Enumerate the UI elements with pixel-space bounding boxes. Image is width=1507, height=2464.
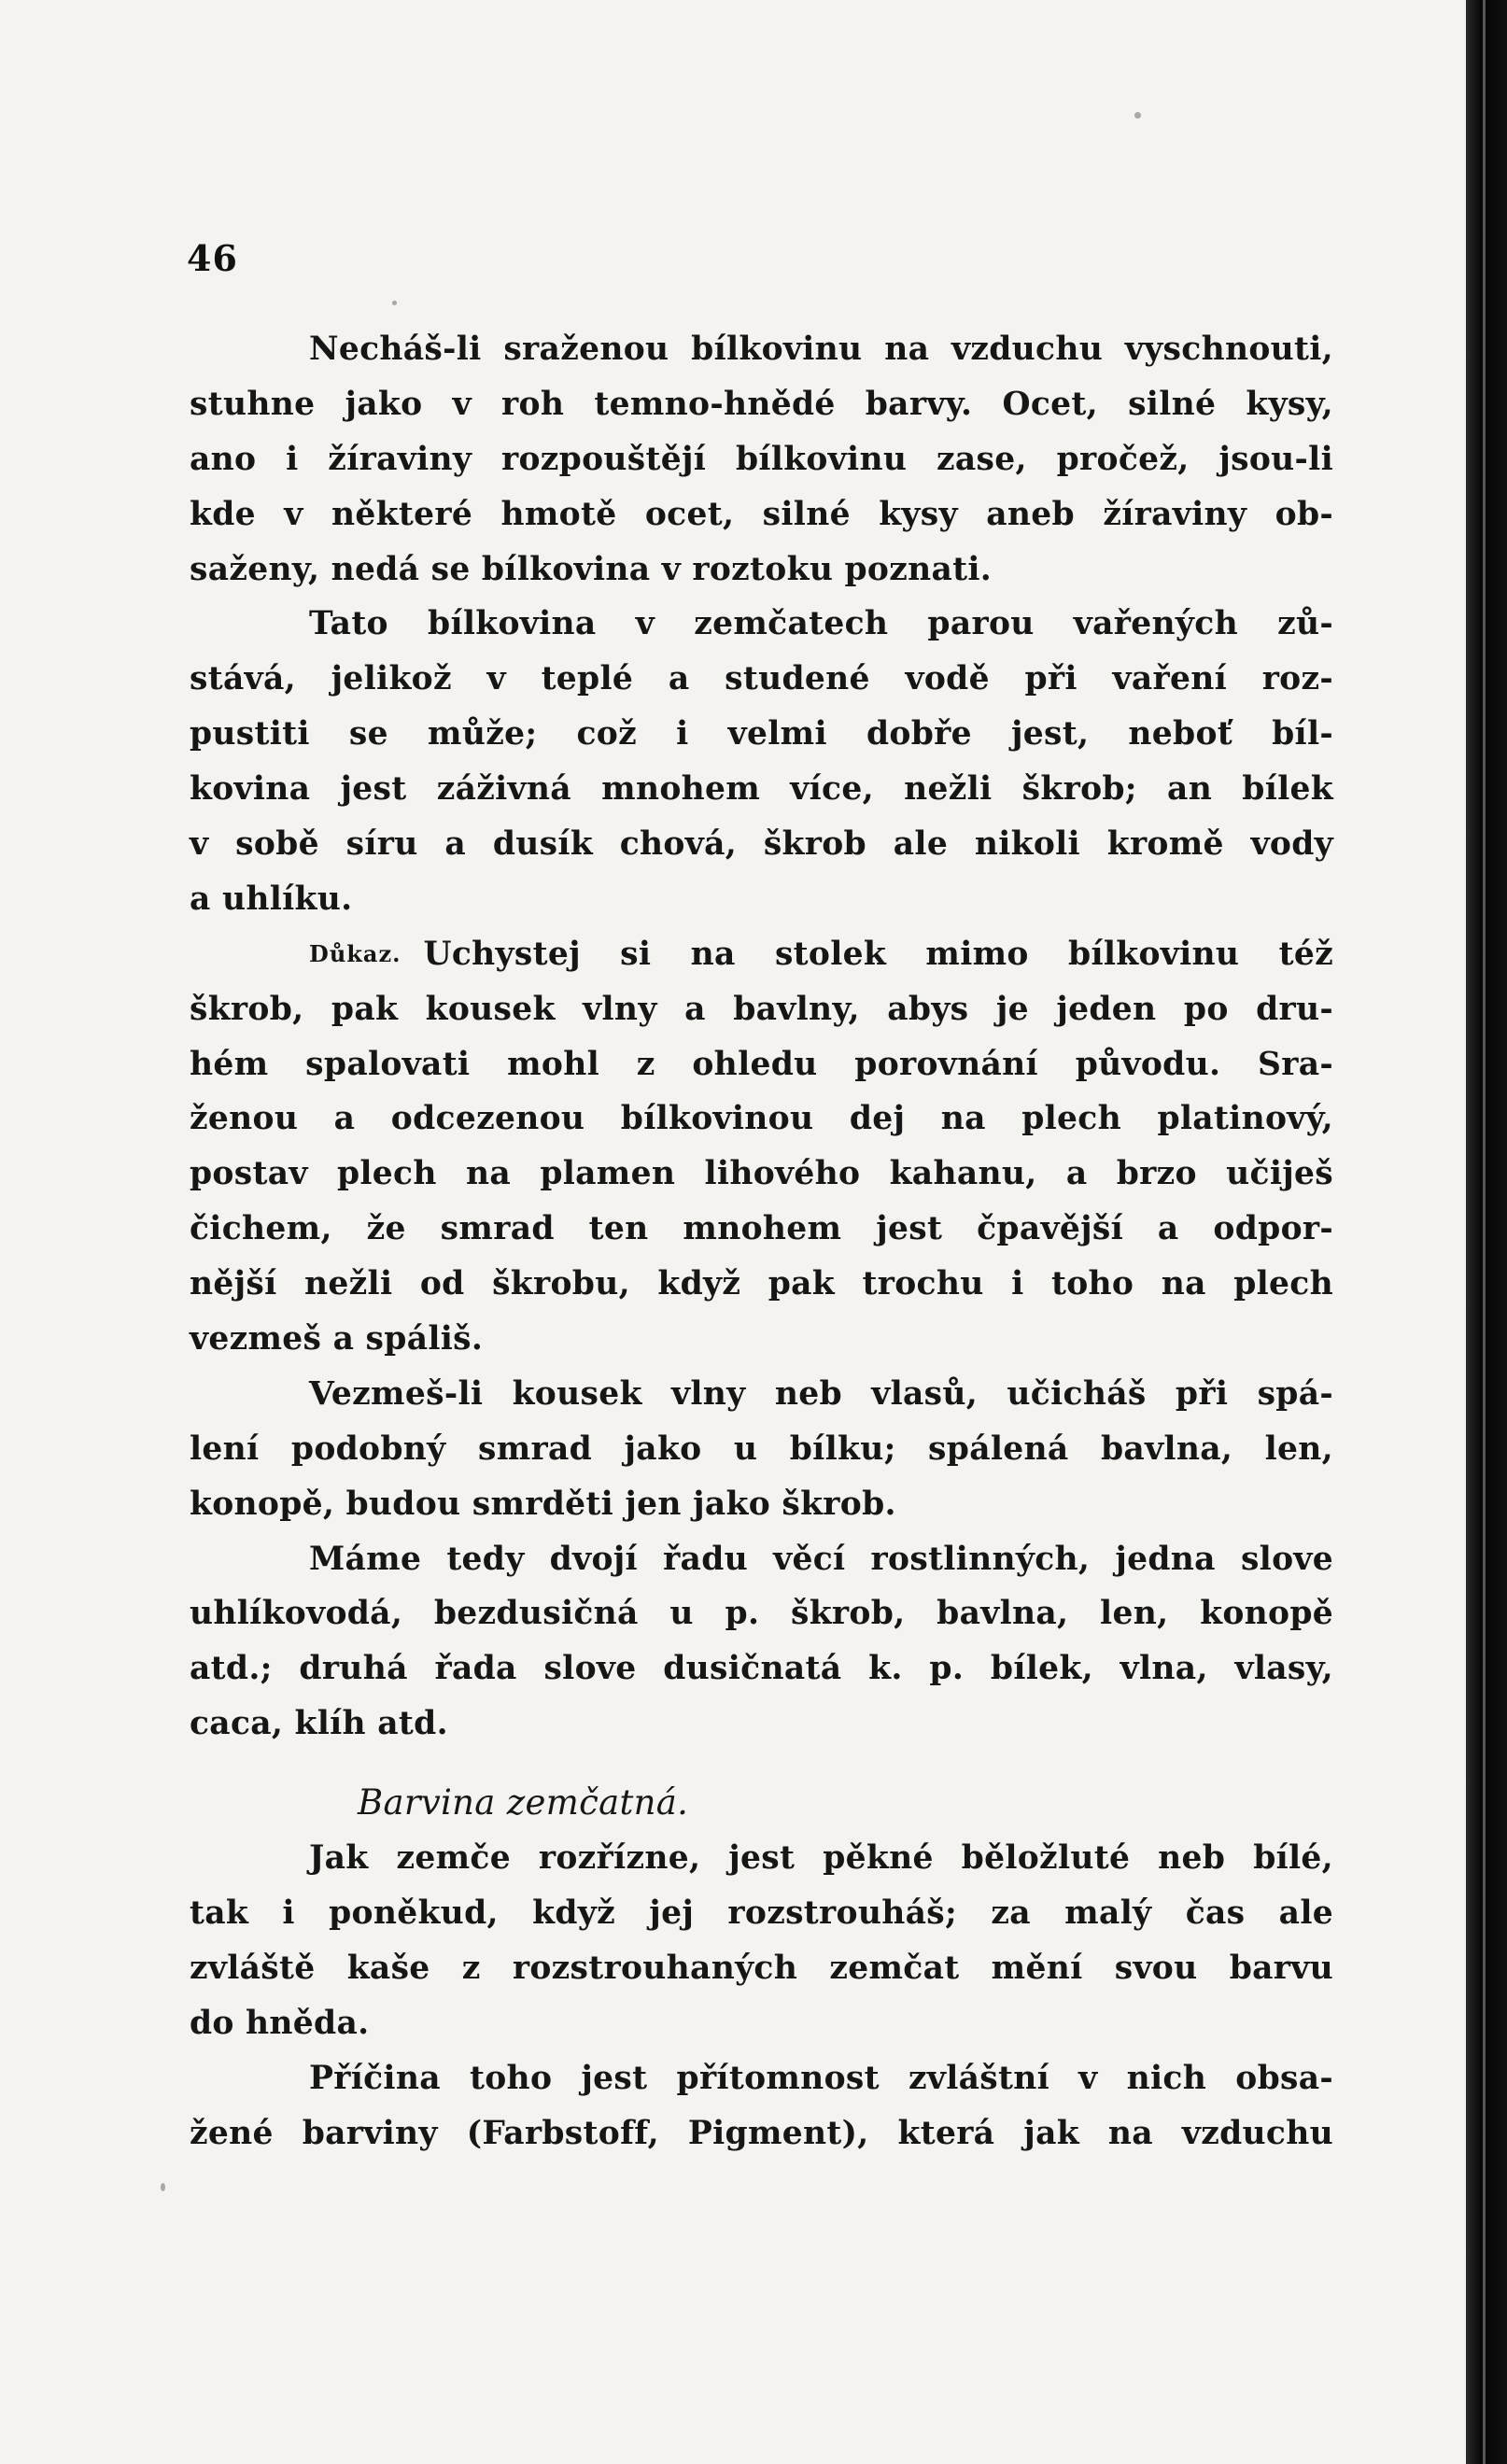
paragraph bbox=[190, 1532, 1333, 1753]
text-line: žené barviny (Farbstoff, Pigment), která jak na vzduchu bbox=[190, 2114, 1333, 2152]
text-line: v sobě síru a dusík chová, škrob ale nikoli kromě vody bbox=[190, 825, 1333, 864]
text-line: lení podobný smrad jako u bílku; spálená bavlna, len, bbox=[190, 1429, 1333, 1468]
text-line: ano i žíraviny rozpouštějí bílkovinu zase, pročež, jsou-li bbox=[190, 440, 1333, 478]
text-line: atd.; druhá řada slove dusičnatá k. p. bílek, vlna, vlasy, bbox=[190, 1650, 1333, 1688]
text-line: stuhne jako v roh temno-hnědé barvy. Ocet, silné kysy, bbox=[190, 385, 1333, 423]
heading-spacer bbox=[190, 1752, 1333, 1776]
print-speck bbox=[392, 301, 397, 305]
paragraph bbox=[190, 927, 1333, 1367]
text-line: Tato bílkovina v zemčatech parou vařených zů- bbox=[309, 605, 1333, 643]
heading-text: Barvina zemčatná. bbox=[358, 1782, 689, 1823]
scan-border-line bbox=[1483, 0, 1486, 2464]
text-line: Máme tedy dvojí řadu věcí rostlinných, jedna slove bbox=[309, 1540, 1333, 1578]
print-speck bbox=[1134, 112, 1141, 119]
text-line: saženy, nedá se bílkovina v roztoku poznati. bbox=[190, 550, 993, 588]
text-line: postav plech na plamen lihového kahanu, a brzo učiješ bbox=[190, 1155, 1333, 1193]
paragraph bbox=[190, 322, 1333, 597]
paragraph bbox=[190, 2051, 1333, 2161]
text-line: Příčina toho jest přítomnost zvláštní v nich obsa- bbox=[309, 2059, 1333, 2097]
text-line bbox=[190, 927, 1333, 982]
text-line: škrob, pak kousek vlny a bavlny, abys je jeden po dru- bbox=[190, 990, 1333, 1028]
text-line: Necháš-li sraženou bílkovinu na vzduchu vyschnouti, bbox=[309, 331, 1333, 368]
text-line: ženou a odcezenou bílkovinou dej na plech platinový, bbox=[190, 1100, 1333, 1138]
text-line: kde v některé hmotě ocet, silné kysy aneb žíraviny ob- bbox=[190, 495, 1333, 533]
text-line: do hněda. bbox=[190, 2004, 370, 2042]
scan-border bbox=[1466, 0, 1507, 2464]
text-line: vezmeš a spáliš. bbox=[190, 1320, 484, 1359]
text-line: a uhlíku. bbox=[190, 880, 353, 918]
paragraph bbox=[190, 1367, 1333, 1532]
print-speck bbox=[161, 2183, 165, 2191]
text-line: Vezmeš-li kousek vlny neb vlasů, učicháš při spá- bbox=[309, 1374, 1333, 1413]
text-line-content: Uchystej si na stolek mimo bílkovinu též bbox=[423, 935, 1333, 973]
text-line: čichem, že smrad ten mnohem jest čpavější a odpor- bbox=[190, 1210, 1333, 1248]
page-text bbox=[190, 322, 1333, 2161]
text-line: nější nežli od škrobu, když pak trochu i toho na plech bbox=[190, 1265, 1333, 1303]
text-line: caca, klíh atd. bbox=[190, 1705, 448, 1743]
lead-label: Důkaz. bbox=[309, 939, 401, 967]
text-line: stává, jelikož v teplé a studené vodě při vaření roz- bbox=[190, 660, 1333, 698]
text-line: kovina jest záživná mnohem více, nežli škrob; an bílek bbox=[190, 770, 1333, 809]
paragraph bbox=[190, 597, 1333, 926]
section-heading bbox=[190, 1776, 1333, 1831]
text-line: Jak zemče rozřízne, jest pěkné běložluté neb bílé, bbox=[309, 1839, 1333, 1878]
text-line: uhlíkovodá, bezdusičná u p. škrob, bavlna, len, konopě bbox=[190, 1595, 1333, 1633]
text-line: hém spalovati mohl z ohledu porovnání původu. Sra- bbox=[190, 1045, 1333, 1083]
text-line: pustiti se může; což i velmi dobře jest, neboť bíl- bbox=[190, 715, 1333, 753]
text-line: zvláště kaše z rozstrouhaných zemčat mění svou barvu bbox=[190, 1949, 1333, 1987]
paragraph bbox=[190, 1831, 1333, 2051]
text-line: tak i poněkud, když jej rozstrouháš; za malý čas ale bbox=[190, 1894, 1333, 1932]
page-number: 46 bbox=[187, 237, 238, 279]
text-line: konopě, budou smrděti jen jako škrob. bbox=[190, 1485, 896, 1523]
